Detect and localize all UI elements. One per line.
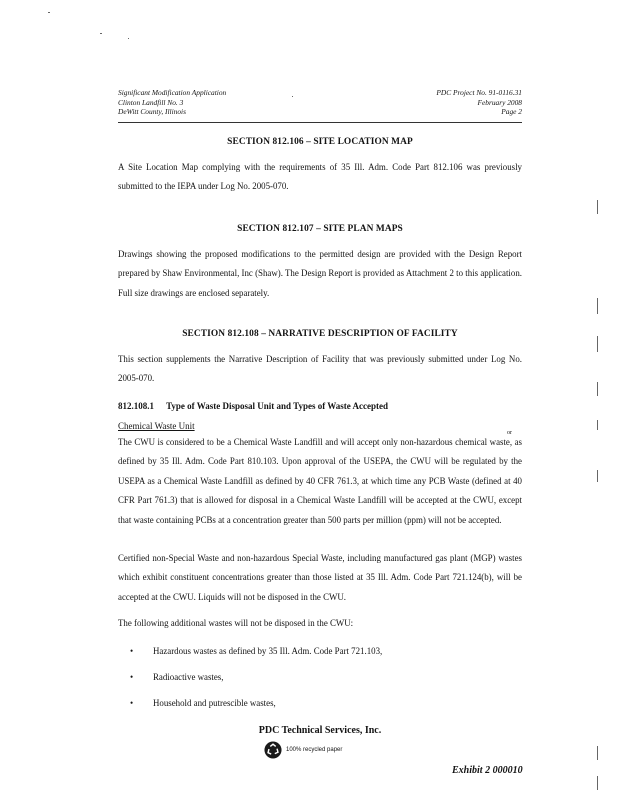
subsection-heading (118, 401, 388, 411)
header-county: DeWitt County, Illinois (118, 107, 186, 116)
header-application-title: Significant Modification Application (118, 88, 227, 97)
bullet-icon: • (130, 646, 134, 656)
recycle-icon (264, 741, 282, 759)
scan-mark (597, 336, 598, 352)
header-right-block (404, 88, 522, 117)
bullet-icon: • (130, 698, 134, 708)
section-title-812-108: SECTION 812.108 – NARRATIVE DESCRIPTION OF FACILITY (182, 329, 458, 339)
scan-mark (100, 33, 102, 34)
section-paragraph-812-108: This section supplements the Narrative Description of Facility that was previously submitted under Log No. 2005-070. (118, 354, 522, 384)
header-divider (118, 122, 522, 123)
list-item-text: Radioactive wastes, (153, 672, 224, 682)
scan-mark (597, 420, 598, 430)
header-page-number: Page 2 (501, 107, 522, 116)
footer-company-name: PDC Technical Services, Inc. (258, 725, 382, 736)
scan-mark (597, 746, 598, 760)
scan-mark (597, 298, 598, 314)
header-project-number: PDC Project No. 91-0116.31 (436, 88, 522, 97)
header-landfill-name: Clinton Landfill No. 3 (118, 97, 184, 107)
inserted-word-annotation: or (507, 430, 512, 436)
scan-mark (597, 776, 598, 790)
scan-mark (597, 470, 598, 482)
certified-waste-paragraph: Certified non-Special Waste and non-hazardous Special Waste, including manufactured gas plant (MGP) wastes which exhibit constituent concentrations greater than those listed at 35 Ill. Adm. Code Part 721.124(b), will be accepted at the CWU. Liquids will not be disposed in the CWU. (118, 553, 522, 602)
list-item-text: Hazardous wastes as defined by 35 Ill. Adm. Code Part 721.103, (153, 646, 383, 656)
scan-mark (128, 38, 129, 39)
scan-mark (597, 200, 598, 214)
section-title-812-107: SECTION 812.107 – SITE PLAN MAPS (237, 224, 403, 234)
scan-mark (292, 96, 293, 97)
subsection-number: 812.108.1 (118, 401, 154, 411)
chemical-waste-unit-heading: Chemical Waste Unit (118, 421, 195, 431)
scan-mark (48, 12, 50, 13)
scan-mark (597, 382, 598, 396)
list-item (130, 646, 382, 672)
header-date: February 2008 (477, 97, 522, 107)
section-paragraph-812-107: Drawings showing the proposed modifications to the permitted design are provided with the Design Report prepared by Shaw Environmental, Inc (Shaw). The Design Report is provided as Attachment 2 to this application. Full size drawings are enclosed separately. (118, 249, 522, 298)
list-item (130, 672, 382, 698)
cwu-description-paragraph: The CWU is considered to be a Chemical Waste Landfill and will accept only non-hazardous chemical waste, as defined by 35 Ill. Adm. Code Part 810.103. Upon approval of the USEPA, the CWU will be regulated by the USEPA as a Chemical Waste Landfill as defined by 40 CFR 761.3, at which time any PCB Waste (defined at 40 CFR Part 761.3) that is allowed for disposal in a Chemical Waste Landfill will be accepted at the CWU, except that waste containing PCBs at a concentration greater than 500 parts per million (ppm) will not be accepted. (118, 437, 522, 525)
list-item-text: Household and putrescible wastes, (153, 698, 276, 708)
list-item (130, 698, 382, 724)
section-title-812-106: SECTION 812.106 – SITE LOCATION MAP (227, 137, 413, 147)
recycled-paper-note: 100% recycled paper (286, 747, 343, 753)
additional-wastes-intro: The following additional wastes will not be disposed in the CWU: (118, 618, 354, 628)
section-paragraph-812-106: A Site Location Map complying with the requirements of 35 Ill. Adm. Code Part 812.106 was previously submitted to the IEPA under Log No. 2005-070. (118, 162, 522, 192)
subsection-title: Type of Waste Disposal Unit and Types of Waste Accepted (166, 401, 389, 411)
header-left-block (118, 88, 226, 117)
exhibit-stamp: Exhibit 2 000010 (452, 765, 523, 776)
bullet-icon: • (130, 672, 134, 682)
excluded-wastes-list (130, 646, 382, 724)
